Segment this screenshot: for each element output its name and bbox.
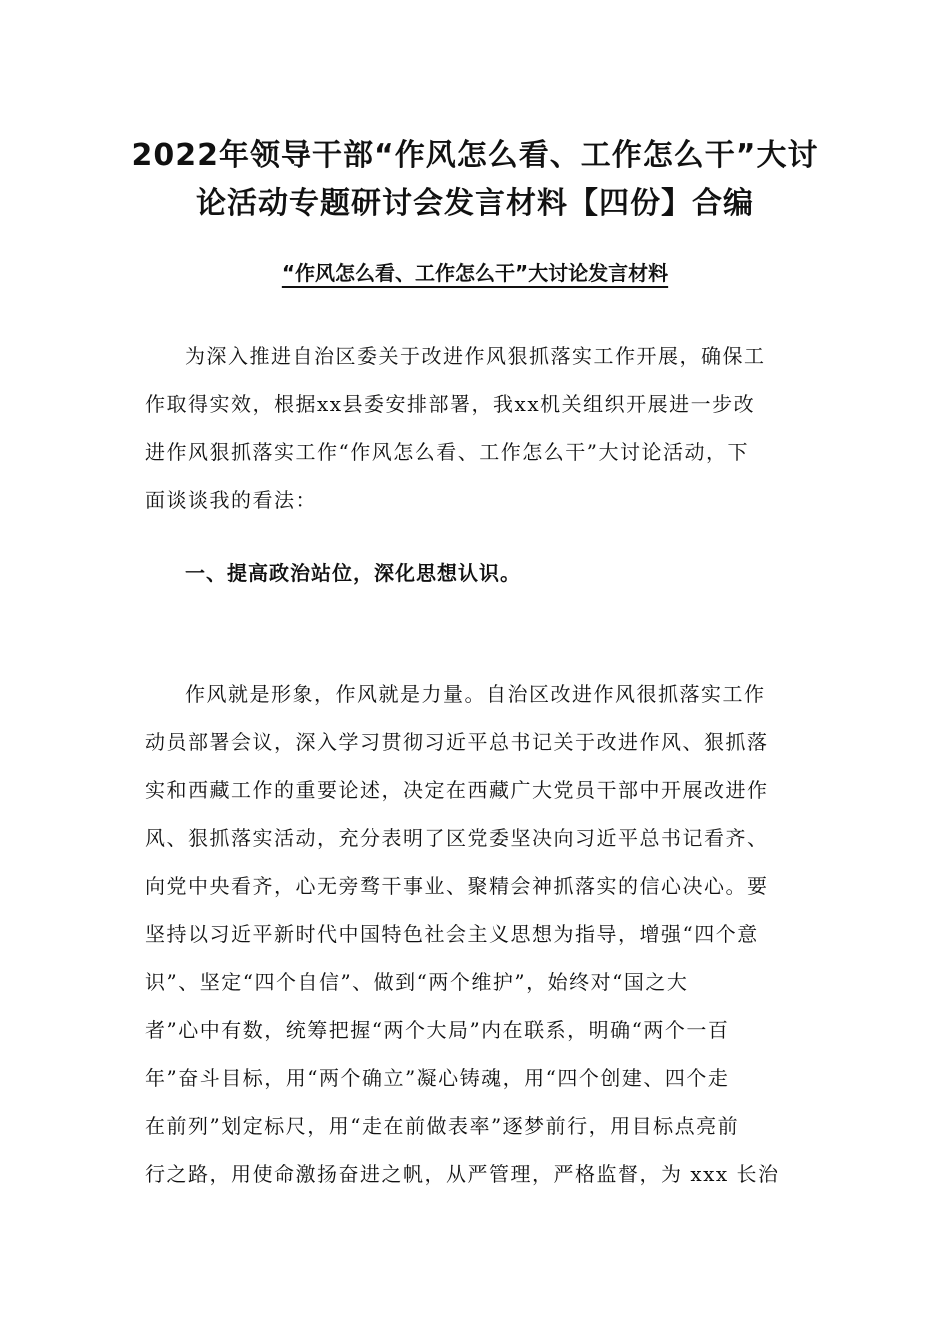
paragraph-line: 风、狠抓落实活动，充分表明了区党委坚决向习近平总书记看齐、 <box>145 826 769 850</box>
intro-paragraph <box>145 332 805 524</box>
body-paragraph <box>145 670 805 1198</box>
document-subtitle <box>145 258 805 288</box>
paragraph-line: 实和西藏工作的重要论述，决定在西藏广大党员干部中开展改进作 <box>145 778 769 802</box>
subtitle-text: “作风怎么看、工作怎么干”大讨论发言材料 <box>281 261 669 285</box>
section-heading: 一、提高政治站位，深化思想认识。 <box>185 561 521 585</box>
paragraph-line: 作风就是形象，作风就是力量。自治区改进作风很抓落实工作 <box>185 682 766 706</box>
paragraph-line: 动员部署会议，深入学习贯彻习近平总书记关于改进作风、狠抓落 <box>145 730 769 754</box>
paragraph-line: 年”奋斗目标，用“两个确立”凝心铸魂，用“四个创建、四个走 <box>145 1066 730 1090</box>
paragraph-line: 坚持以习近平新时代中国特色社会主义思想为指导，增强“四个意 <box>145 922 759 946</box>
paragraph-line: 作取得实效，根据xx县委安排部署，我xx机关组织开展进一步改 <box>145 392 756 416</box>
paragraph-line: 面谈谈我的看法： <box>145 488 317 512</box>
paragraph-line: 者”心中有数，统筹把握“两个大局”内在联系，明确“两个一百 <box>145 1018 730 1042</box>
document-title <box>120 132 830 228</box>
paragraph-line: 为深入推进自治区委关于改进作风狠抓落实工作开展，确保工 <box>185 344 766 368</box>
paragraph-line: 识”、坚定“四个自信”、做到“两个维护”，始终对“国之大 <box>145 970 689 994</box>
paragraph-line: 行之路，用使命激扬奋进之帆，从严管理，严格监督，为 xxx 长治 <box>145 1162 780 1186</box>
paragraph-line: 进作风狠抓落实工作“作风怎么看、工作怎么干”大讨论活动，下 <box>145 440 749 464</box>
title-line: 2022年领导干部“作风怎么看、工作怎么干”大讨 <box>131 138 819 173</box>
paragraph-line: 在前列”划定标尺，用“走在前做表率”逐梦前行，用目标点亮前 <box>145 1114 740 1138</box>
paragraph-line: 向党中央看齐，心无旁骛干事业、聚精会神抓落实的信心决心。要 <box>145 874 769 898</box>
title-line: 论活动专题研讨会发言材料【四份】合编 <box>196 186 754 221</box>
